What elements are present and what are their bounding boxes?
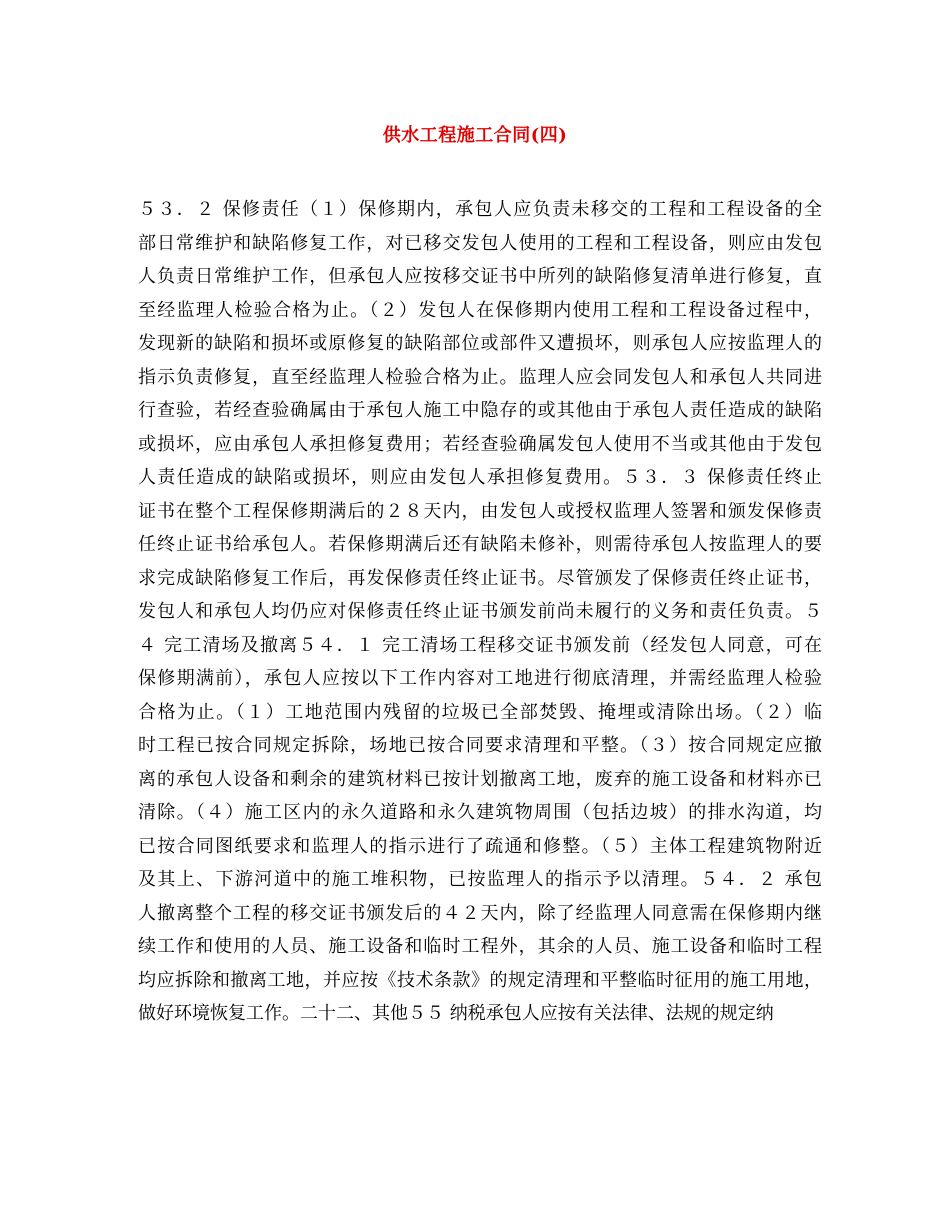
body-line: 保修期满前），承包人应按以下工作内容对工地进行彻底清理，并需经监理人检验	[138, 668, 822, 689]
body-line: 发现新的缺陷和损坏或原修复的缺陷部位或部件又遭损坏，则承包人应按监理人的	[138, 333, 822, 354]
body-line: 均应拆除和撤离工地，并应按《技术条款》的规定清理和平整临时征用的施工用地，	[138, 969, 822, 991]
body-line: 离的承包人设备和剩余的建筑材料已按计划撤离工地，废弃的施工设备和材料亦已	[138, 768, 822, 790]
body-line: 已按合同图纸要求和监理人的指示进行了疏通和修整。（５）主体工程建筑物附近	[138, 835, 822, 857]
body-line: 求完成缺陷修复工作后，再发保修责任终止证书。尽管颁发了保修责任终止证书，	[138, 567, 822, 589]
body-line: 指示负责修复，直至经监理人检验合格为止。监理人应会同发包人和承包人共同进	[138, 366, 822, 388]
body-line: ４ 完工清场及撤离５４．１ 完工清场工程移交证书颁发前（经发包人同意，可在	[138, 634, 822, 656]
body-line: 至经监理人检验合格为止。（２）发包人在保修期内使用工程和工程设备过程中，	[138, 299, 822, 321]
body-line: 人责任造成的缺陷或损坏，则应由发包人承担修复费用。５３．３ 保修责任终止	[138, 467, 822, 488]
body-line: ５３．２ 保修责任（１）保修期内，承包人应负责未移交的工程和工程设备的全	[138, 199, 822, 220]
body-line: 或损坏，应由承包人承担修复费用；若经查验确属发包人使用不当或其他由于发包	[138, 433, 822, 455]
body-line: 清除。（４）施工区内的永久道路和永久建筑物周围（包括边坡）的排水沟道，均	[138, 802, 822, 823]
body-line: 时工程已按合同规定拆除，场地已按合同要求清理和平整。（３）按合同规定应撤	[138, 735, 822, 756]
body-line: 及其上、下游河道中的施工堆积物，已按监理人的指示予以清理。５４．２ 承包	[138, 869, 822, 890]
body-line: 合格为止。（１）工地范围内残留的垃圾已全部焚毁、掩埋或清除出场。（２）临	[138, 701, 822, 723]
body-line: 发包人和承包人均仍应对保修责任终止证书颁发前尚未履行的义务和责任负责。５	[138, 601, 822, 622]
body-line: 任终止证书给承包人。若保修期满后还有缺陷未修补，则需待承包人按监理人的要	[138, 534, 822, 555]
body-line: 证书在整个工程保修期满后的２８天内，由发包人或授权监理人签署和颁发保修责	[138, 500, 822, 522]
body-line: 部日常维护和缺陷修复工作，对已移交发包人使用的工程和工程设备，则应由发包	[138, 232, 822, 254]
body-line: 人负责日常维护工作，但承包人应按移交证书中所列的缺陷修复清单进行修复，直	[138, 266, 822, 287]
body-line: 续工作和使用的人员、施工设备和临时工程外，其余的人员、施工设备和临时工程	[138, 936, 822, 957]
document-title: 供水工程施工合同(四)	[382, 125, 568, 146]
body-line: 做好环境恢复工作。二十二、其他５５ 纳税承包人应按有关法律、法规的规定纳	[138, 1003, 774, 1024]
body-line: 行查验，若经查验确属由于承包人施工中隐存的或其他由于承包人责任造成的缺陷	[138, 400, 822, 421]
document-body	[138, 193, 822, 1031]
body-line: 人撤离整个工程的移交证书颁发后的４２天内，除了经监理人同意需在保修期内继	[138, 902, 822, 924]
